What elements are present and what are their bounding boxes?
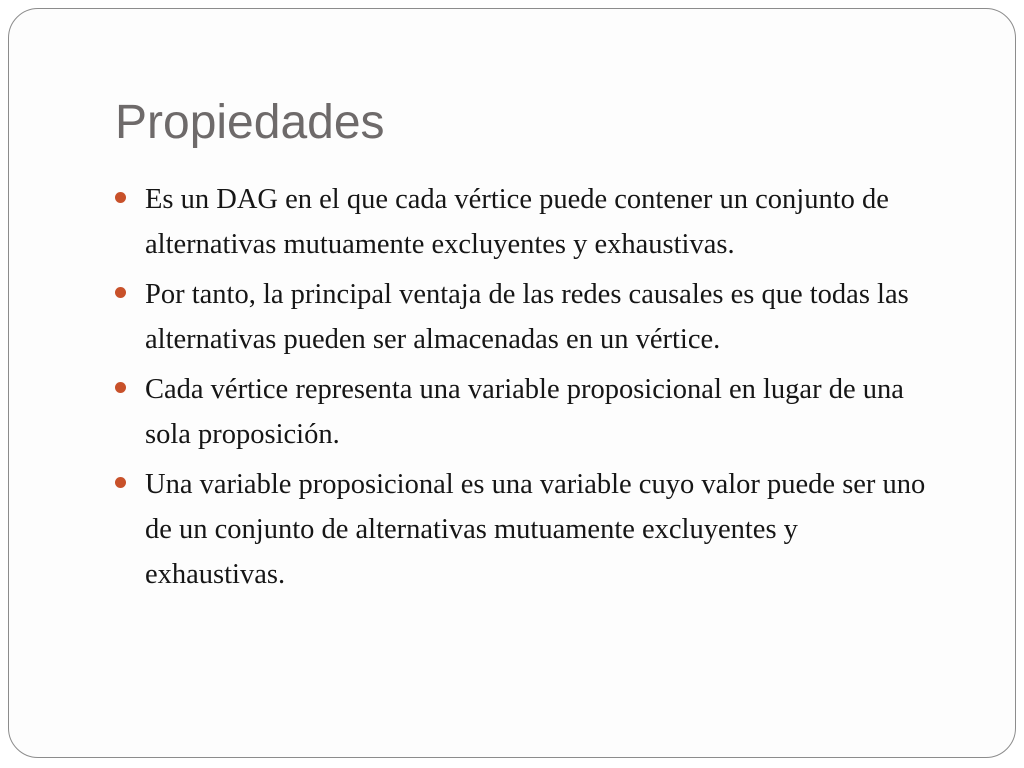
bullet-dot-icon bbox=[115, 477, 126, 488]
bullet-dot-icon bbox=[115, 382, 126, 393]
slide-title: Propiedades bbox=[115, 96, 385, 149]
bullet-item bbox=[115, 367, 945, 457]
bullet-item bbox=[115, 462, 945, 597]
bullet-item bbox=[115, 177, 945, 267]
bullet-list bbox=[115, 177, 945, 602]
bullet-text: Cada vértice representa una variable proposicional en lugar de una sola proposición. bbox=[145, 374, 904, 450]
slide-frame bbox=[8, 8, 1016, 758]
bullet-text: Una variable proposicional es una variable cuyo valor puede ser uno de un conjunto de alternativas mutuamente excluyentes y exhaustivas. bbox=[145, 469, 926, 590]
bullet-item bbox=[115, 272, 945, 362]
bullet-text: Por tanto, la principal ventaja de las redes causales es que todas las alternativas pueden ser almacenadas en un vértice. bbox=[145, 279, 909, 355]
bullet-dot-icon bbox=[115, 192, 126, 203]
bullet-dot-icon bbox=[115, 287, 126, 298]
bullet-text: Es un DAG en el que cada vértice puede contener un conjunto de alternativas mutuamente excluyentes y exhaustivas. bbox=[145, 184, 889, 260]
